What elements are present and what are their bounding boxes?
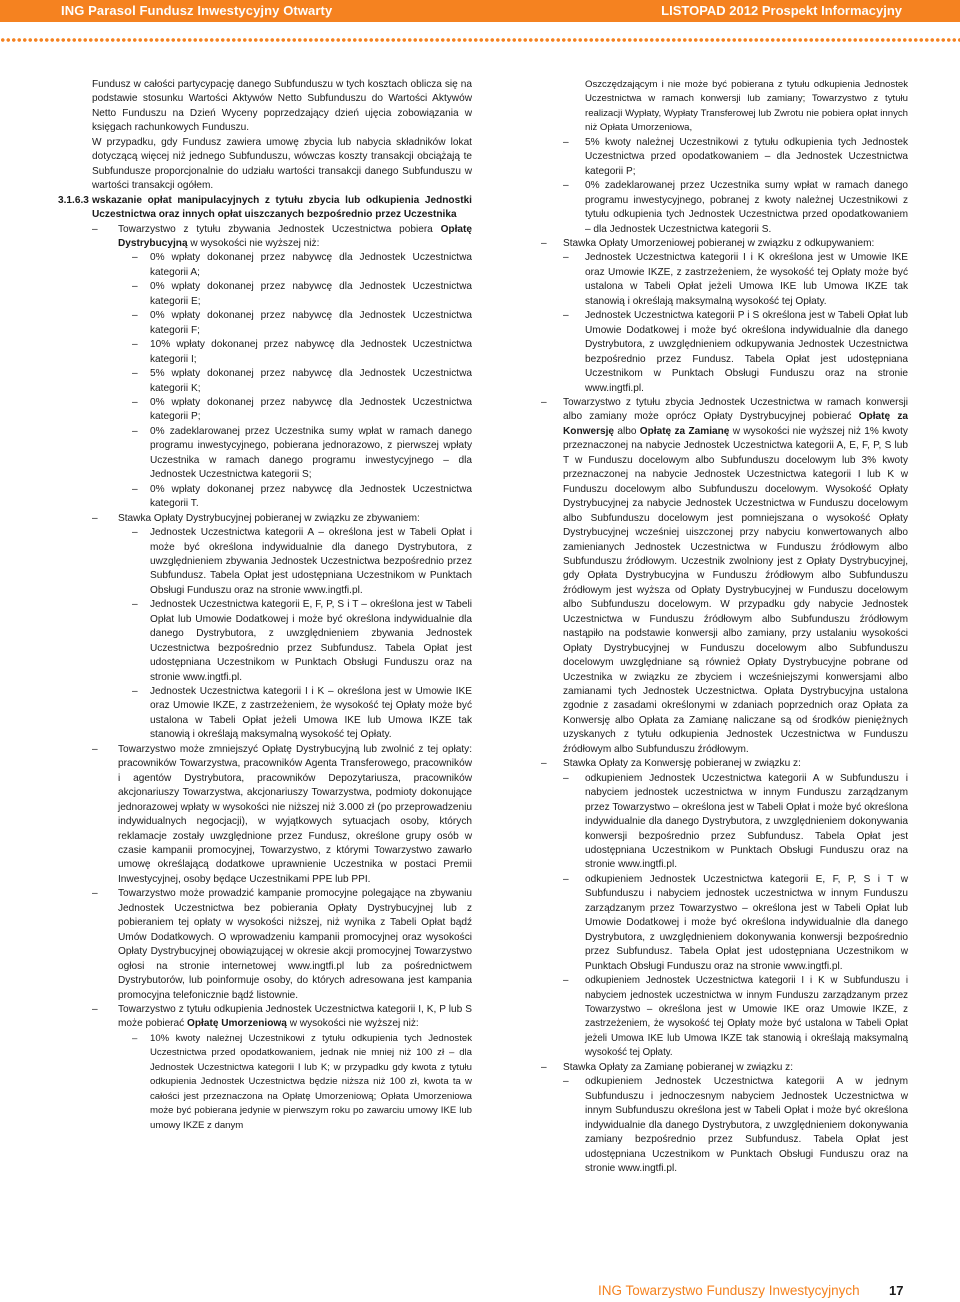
- dash-bullet: –: [132, 252, 138, 264]
- dash-bullet: –: [541, 396, 547, 408]
- dash-bullet: –: [132, 339, 138, 351]
- dash-bullet: –: [92, 1004, 98, 1015]
- list-item-emphasis: Opłatę za Zamianę: [639, 425, 730, 437]
- list-item: – 0% wpłaty dokonanej przez nabywcę dla Jednostek Uczestnictwa kategorii T.: [132, 483, 472, 510]
- list-item: – Jednostek Uczestnictwa kategorii E, F, P, S i T – określona jest w Tabeli Opłat lub Umowie Dodatkowej i może być określona indywidualnie dla danego Dystrybutora, z uwzględnieniem zbywania Jednostek Uczestnictwa bezpośrednio przez Subfundusz. Tabela Opłat jest udostępniana Uczestnikom w Punktach Obsługi Funduszu oraz na stronie www.ingtfi.pl.: [132, 599, 472, 683]
- dotted-separator: [0, 36, 960, 44]
- dash-bullet: –: [92, 223, 98, 235]
- dash-bullet: –: [132, 686, 138, 698]
- list-item-emphasis: Opłatę Dystrybucyjną: [118, 223, 472, 249]
- list-item: – Jednostek Uczestnictwa kategorii P i S określona jest w Tabeli Opłat lub Umowie Dodatkowej i może być określona indywidualnie dla danego Dystrybutora, z uwzględnieniem odkupywania Jednostek Uczestnictwa bezpośrednio przez Fundusz. Tabela Opłat jest udostępniana Uczestnikom w Punktach Obsługi Funduszu oraz na stronie www.ingtfi.pl.: [563, 310, 908, 394]
- continuation-block: [563, 78, 908, 237]
- dash-bullet: –: [563, 310, 569, 322]
- dash-bullet: –: [563, 772, 569, 784]
- dash-bullet: –: [92, 888, 98, 900]
- dash-bullet: –: [563, 252, 569, 264]
- document-title: ING Parasol Fundusz Inwestycyjny Otwarty: [61, 3, 333, 18]
- section-heading: [58, 194, 472, 223]
- list-item: – odkupieniem Jednostek Uczestnictwa kategorii I i K w Subfunduszu i nabyciem jednostek uczestnictwa w innym Funduszu zarządzanym przez Towarzystwo – określona jest w Umowie IKE oraz Umowie IKZE, z zastrzeżeniem, że wysokość tej Opłaty może być ustalona w Tabeli Opłat jeżeli Umowa IKE lub Umowa IKZE tak stanowią i określają maksymalną wysokość tej Opłaty.: [563, 975, 908, 1059]
- left-column: [58, 78, 472, 1133]
- list-item: – Stawka Opłaty za Zamianę pobieranej w związku z:: [541, 1061, 908, 1075]
- list-item: – 0% zadeklarowanej przez Uczestnika sumy wpłat w ramach danego programu inwestycyjnego, pobierana jednorazowo, z pierwszej wpłaty Uczestnika w ramach danego programu inwestycyjnego – dla Jednostek Uczestnictwa kategorii S;: [132, 425, 472, 481]
- dash-bullet: –: [563, 136, 569, 148]
- list-item: [92, 223, 472, 252]
- dash-bullet: –: [132, 396, 138, 408]
- sublist: [92, 1032, 472, 1133]
- list-item: – 0% zadeklarowanej przez Uczestnika sumy wpłat w ramach danego programu inwestycyjnego, pobranej z kwoty należnej Uczestnikowi z tytułu odkupienia tych Jednostek Uczestnictwa przed opodatkowaniem – dla Jednostek Uczestnictwa kategorii S.: [563, 180, 908, 235]
- dash-bullet: –: [132, 281, 138, 293]
- list-item: – odkupieniem Jednostek Uczestnictwa kategorii E, F, P, S i T w Subfunduszu i nabyciem jednostek uczestnictwa w innym Funduszu zarządzanym przez Towarzystwo – określona jest w Tabeli Opłat lub Umowie Dodatkowej i może być określona indywidualnie dla danego Dystrybutora, z uwzględnieniem dokonywania konwersji bezpośrednio przez Subfundusz. Tabela Opłat jest udostępniana Uczestnikom w Punktach Obsługi Funduszu oraz na stronie www.ingtfi.pl.: [563, 873, 908, 972]
- dash-bullet: –: [132, 310, 138, 322]
- list-item-text: Towarzystwo z tytułu odkupienia Jednostek Uczestnictwa kategorii I, K, P lub S może pobierać: [118, 1004, 472, 1030]
- header-bar: [0, 0, 960, 22]
- paragraph: Oszczędzającym i nie może być pobierana z tytułu odkupienia Jednostek Uczestnictwa w ramach konwersji lub zamiany; Towarzystwo z tytułu realizacji Wypłaty, Wypłaty Transferowej lub Zwrotu nie pobiera opłat innych niż Opłata Umorzeniowa,: [585, 79, 908, 134]
- dash-bullet: –: [563, 180, 569, 192]
- paragraph: W przypadku, gdy Fundusz zawiera umowę zbycia lub nabycia składników lokat dotyczącą więcej niż jednego Subfunduszu, wówczas koszty transakcji obciążają te Subfundusze proporcjonalnie do udziału wartości transakcji danego Subfunduszu w wartości transakcji ogółem.: [92, 136, 472, 192]
- right-column: [541, 78, 908, 1176]
- list-item: – 0% wpłaty dokonanej przez nabywcę dla Jednostek Uczestnictwa kategorii A;: [132, 252, 472, 278]
- dash-bullet: –: [541, 237, 547, 249]
- list-item: – Jednostek Uczestnictwa kategorii I i K – określona jest w Umowie IKE oraz Umowie IKZE, z zastrzeżeniem, że wysokość tej Opłaty może być ustalona w Tabeli Opłat jeżeli Umowa IKE lub Umowa IKZE tak stanowią i określają maksymalną wysokość tej Opłaty.: [132, 686, 472, 741]
- sublist: [563, 1075, 908, 1176]
- list-item-emphasis: Opłatę za Konwersję: [563, 411, 908, 437]
- list-item: – 0% wpłaty dokonanej przez nabywcę dla Jednostek Uczestnictwa kategorii P;: [132, 396, 472, 423]
- page-number: 17: [889, 1283, 904, 1298]
- list-item: – 0% wpłaty dokonanej przez nabywcę dla Jednostek Uczestnictwa kategorii E;: [132, 281, 472, 307]
- list-item: – odkupieniem Jednostek Uczestnictwa kategorii A w Subfunduszu i nabyciem jednostek uczestnictwa w innym Funduszu zarządzanym przez Towarzystwo – określona jest w Tabeli Opłat i może być określona indywidualnie dla danego Dystrybutora, z uwzględnieniem dokonywania konwersji bezpośrednio przez Subfundusz. Tabela Opłat jest udostępniana Uczestnikom w Punktach Obsługi Funduszu oraz na stronie www.ingtfi.pl.: [563, 772, 908, 871]
- section-title: wskazanie opłat manipulacyjnych z tytułu zbycia lub odkupienia Jednostki Uczestnictwa oraz innych opłat uiszczanych bezpośrednio przez Uczestnika: [92, 194, 472, 221]
- list-item: – Jednostek Uczestnictwa kategorii A – określona jest w Tabeli Opłat i może być określona indywidualnie dla danego Dystrybutora, z uwzględnieniem zbywania Jednostek Uczestnictwa bezpośrednio przez Subfundusz. Tabela Opłat jest udostępniana Uczestnikom w Punktach Obsługi Funduszu oraz na stronie www.ingtfi.pl.: [132, 527, 472, 596]
- sublist: [92, 526, 472, 743]
- list-item: – Stawka Opłaty Umorzeniowej pobieranej w związku z odkupywaniem:: [541, 237, 908, 251]
- dash-bullet: –: [132, 1032, 138, 1044]
- section-number: 3.1.6.3: [58, 194, 89, 206]
- list-item: – Towarzystwo z tytułu zbycia Jednostek Uczestnictwa w ramach konwersji albo zamiany może oprócz Opłaty Dystrybucyjnej pobierać Opłatę za Konwersję albo Opłatę za Zamianę w wysokości nie wyższej niż 1% kwoty przeznaczonej na nabycie Jednostek Uczestnictwa kategorii A, E, F, P, S lub T w Funduszu docelowym albo Subfunduszu docelowym lub 3% kwoty przeznaczonej na nabycie Jednostek Uczestnictwa kategorii I lub K w Funduszu docelowym albo Subfunduszu docelowym. Wysokość Opłaty Dystrybucyjnej za nabycie Jednostek Uczestnictwa w Funduszu docelowym albo Subfunduszu docelowym jest pomniejszana o wysokość Opłaty Dystrybucyjnej wcześniej uiszczonej przy nabyciu konwertowanych albo zamienianych Jednostek Uczestnictwa w Funduszu źródłowym albo Subfunduszu źródłowym. Uczestnik zwolniony jest z Opłaty Dystrybucyjnej, gdy Opłata Dystrybucyjna w Funduszu źródłowym albo Subfunduszu źródłowym jest wyższa od Opłaty Dystrybucyjnej w Funduszu docelowym albo Subfunduszu docelowym. W przypadku gdy nabycie Jednostek Uczestnictwa w Funduszu źródłowym albo Subfunduszu źródłowym nastąpiło na podstawie konwersji albo zamiany, przy ustalaniu wysokości Opłaty Dystrybucyjnej w Funduszu docelowym albo Subfunduszu docelowym uwzględniane są również Opłaty Dystrybucyjne pobrane od Uczestnika w związku ze zbyciem i wcześniejszymi konwersjami albo zamianami tych Jednostek Uczestnictwa. Opłata Dystrybucyjna ustalona zgodnie z zasadami określonymi w zdaniach poprzednich oraz Opłata za Konwersję albo Opłata za Zamianę naliczane są od środków pieniężnych uzyskanych z tytułu odkupienia Jednostek Uczestnictwa w Funduszu źródłowym albo Subfunduszu źródłowym.: [541, 396, 908, 755]
- dash-bullet: –: [541, 1061, 547, 1073]
- dash-bullet: –: [132, 527, 138, 539]
- list-item: – Towarzystwo może prowadzić kampanie promocyjne polegające na zbywaniu Jednostek Uczestnictwa bez pobierania Opłaty Dystrybucyjnej lub z pobieraniem tej opłaty w wysokości niższej, niż wynika z Tabeli Opłat bądź Umów Dodatkowych. O wprowadzeniu kampanii promocyjnej oraz wysokości Opłaty Dystrybucyjnej obowiązującej w okresie akcji promocyjnej Towarzystwo ogłosi na stronie internetowej www.ingtfi.pl lub za pośrednictwem Dystrybutorów, lub poinformuje osoby, do których adresowana jest kampania promocyjna telefonicznie bądź listownie.: [92, 888, 472, 1001]
- dash-bullet: –: [132, 483, 138, 495]
- list-item: – 10% wpłaty dokonanej przez nabywcę dla Jednostek Uczestnictwa kategorii I;: [132, 339, 472, 365]
- fee-list: [92, 251, 472, 511]
- list-item: – 10% kwoty należnej Uczestnikowi z tytułu odkupienia tych Jednostek Uczestnictwa przed opodatkowaniem, jednak nie mniej niż 100 zł – dla Jednostek Uczestnictwa kategorii I lub K; w przypadku gdy kwota z tytułu odkupienia Jednostek Uczestnictwa będzie niższa niż 100 zł, kwota ta w całości jest przeznaczona na Opłatę Umorzeniową; Opłata Umorzeniowa może być pobierana jedynie w pierwszym roku po zawarciu umowy IKE lub umowy IKZE z danym: [132, 1032, 472, 1131]
- dash-bullet: –: [92, 743, 98, 755]
- dash-bullet: –: [132, 599, 138, 611]
- list-item-text: w wysokości nie wyższej niż:: [289, 1018, 419, 1030]
- list-item: – 5% kwoty należnej Uczestnikowi z tytułu odkupienia tych Jednostek Uczestnictwa przed opodatkowaniem – dla Jednostek Uczestnictwa kategorii P;: [563, 136, 908, 177]
- document-date-label: LISTOPAD 2012 Prospekt Informacyjny: [661, 3, 902, 18]
- list-item-emphasis: Opłatę Umorzeniową: [187, 1018, 287, 1030]
- dash-bullet: –: [132, 368, 138, 380]
- list-item-text: w wysokości nie wyższej niż:: [190, 237, 320, 249]
- dash-bullet: –: [563, 975, 569, 987]
- list-item-text: Towarzystwo z tytułu zbywania Jednostek Uczestnictwa pobiera: [118, 223, 433, 235]
- sublist: [563, 251, 908, 396]
- list-item: – Towarzystwo może zmniejszyć Opłatę Dystrybucyjną lub zwolnić z tej opłaty: pracowników Towarzystwa, pracowników Agenta Transferowego, pracowników i agentów Dystrybutora, pracowników Depozytariusza, pracowników akcjonariuszy Towarzystwa, akcjonariuszy Towarzystwa, podmioty dokonujące jednorazowej wpłaty w wysokości nie niższej niż 3.000 zł (po przeprowadzeniu indywidualnych negocjacji), w wyjątkowych sytuacjach osoby, których reklamacje zostały uwzględnione przez Fundusz, określone grupy osób w czasie kampanii promocyjnej, Towarzystwo, z którymi Towarzystwo zawarło umowę określającą dodatkowe uprawnienie Uczestnika w postaci Premii Inwestycyjnej, osoby będące Uczestnikami PPE lub PPI.: [92, 743, 472, 885]
- dash-bullet: –: [92, 512, 98, 524]
- list-item: – Stawka Opłaty Dystrybucyjnej pobieranej w związku ze zbywaniem:: [92, 512, 472, 526]
- list-item: – Stawka Opłaty za Konwersję pobieranej w związku z:: [541, 757, 908, 771]
- list-item: – 5% wpłaty dokonanej przez nabywcę dla Jednostek Uczestnictwa kategorii K;: [132, 368, 472, 394]
- dash-bullet: –: [132, 425, 138, 437]
- dash-bullet: –: [541, 758, 547, 770]
- list-item: – odkupieniem Jednostek Uczestnictwa kategorii A w jednym Subfunduszu i jednoczesnym nabyciem Jednostek Uczestnictwa w innym Subfunduszu określona jest w Tabeli Opłat i może być określona indywidualnie dla danego Dystrybutora, z uwzględnieniem dokonywania zamiany bezpośrednio przez Subfundusz. Tabela Opłat jest udostępniana Uczestnikom w Punktach Obsługi Funduszu oraz na stronie www.ingtfi.pl.: [563, 1076, 908, 1174]
- list-item: [92, 1003, 472, 1032]
- paragraph: Fundusz w całości partycypację danego Subfunduszu w tych kosztach oblicza się na podstawie stosunku Wartości Aktywów Netto Subfunduszu do Wartości Aktywów Netto Funduszu na Dzień Wyceny poprzedzający dzień ujęcia zobowiązania w księgach rachunkowych Funduszu.: [92, 79, 472, 134]
- sublist: [563, 772, 908, 1061]
- dash-bullet: –: [563, 1076, 569, 1088]
- list-item: – 0% wpłaty dokonanej przez nabywcę dla Jednostek Uczestnictwa kategorii F;: [132, 310, 472, 336]
- dash-bullet: –: [563, 873, 569, 885]
- footer-company-name: ING Towarzystwo Funduszy Inwestycyjnych: [598, 1283, 860, 1298]
- list-item: – Jednostek Uczestnictwa kategorii I i K określona jest w Umowie IKE oraz Umowie IKZE, z zastrzeżeniem, że wysokość tej Opłaty może być ustalona w Tabeli Opłat jeżeli Umowa IKE lub Umowa IKZE tak stanowią i określają maksymalną wysokość tej Opłaty.: [563, 252, 908, 307]
